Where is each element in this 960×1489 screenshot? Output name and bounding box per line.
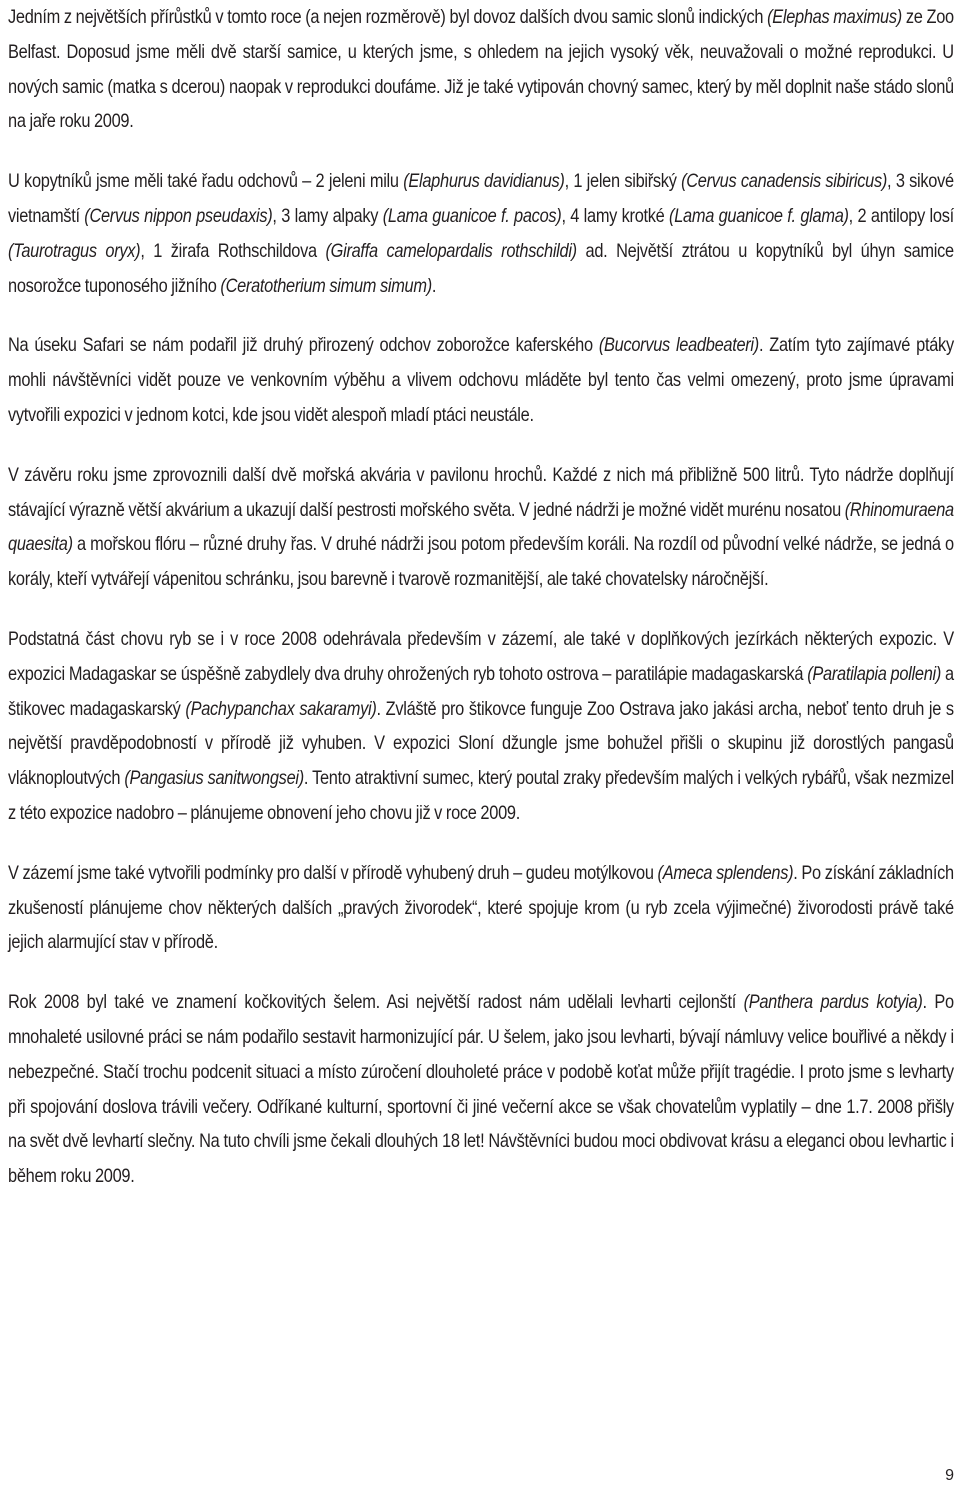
paragraph-gap xyxy=(8,303,954,328)
latin-name: (Ameca splendens) xyxy=(657,861,794,884)
latin-name: (Lama guanicoe f. glama) xyxy=(669,204,849,227)
text-run: V zázemí jsme také vytvořili podmínky pro další v přírodě vyhubený druh – gudeu motýlkovou xyxy=(8,861,658,884)
text-run: Na úseku Safari se nám podařil již druhý přirozený odchov zoborožce kaferského xyxy=(8,334,599,357)
text-run: . Po získání základních zkušeností plánujeme chov některých dalších „pravých živorodek“, které spojuje krom (u ryb zcela výjimečné) živorodosti právě také jejich alarmující stav v přírodě. xyxy=(8,861,954,954)
text-run: a štikovec madagaskarský xyxy=(8,662,954,720)
paragraph-gap xyxy=(8,139,954,164)
page-number: 9 xyxy=(945,1467,954,1484)
text-run: ad. Největší ztrátou u kopytníků byl úhyn samice nosorožce tuponosého jižního xyxy=(8,239,954,297)
text-run: , 2 antilopy losí xyxy=(848,204,954,227)
text-run: , 4 lamy krotké xyxy=(561,204,670,227)
text-run: , 3 lamy alpaky xyxy=(272,204,383,227)
text-run: U kopytníků jsme měli také řadu odchovů – 2 jeleni milu xyxy=(8,170,404,193)
paragraph-gap xyxy=(8,831,954,856)
latin-name: (Paratilapia polleni) xyxy=(807,662,942,685)
text-run: . Po mnohaleté usilovné práci se nám podařilo sestavit harmonizující pár. U šelem, jako jsou levharti, bývají námluvy velice bouřlivé a někdy i nebezpečné. Stačí trochu podcenit situaci a místo zúročení dlouholeté práce v podobě koťat může přijít tragédie. I proto jsme s levharty při spojování doslova trávili večery. Odříkané kulturní, sportovní či jiné večerní akce se však chovatelům vyplatily – dne 1.7. 2008 přišly na svět dvě levhartí slečny. Na tuto chvíli jsme čekali dlouhých 18 let! Návštěvníci budou moci obdivovat krásu a eleganci obou levhartic i během roku 2009. xyxy=(8,991,954,1188)
text-run: Podstatná část chovu ryb se i v roce 2008 odehrávala především v zázemí, ale také v doplňkových jezírkách některých expozic. V expozici Madagaskar se úspěšně zabydlely dva druhy ohrožených ryb tohoto ostrova – paratilápie madagaskarská xyxy=(8,627,954,685)
text-run: . xyxy=(431,274,437,297)
text-run: . Zatím tyto zajímavé ptáky mohli návštěvníci vidět pouze ve venkovním výběhu a vlivem odchovu mláděte byl tento čas velmi omezený, proto jsme úpravami vytvořili expozici v jednom kotci, kde jsou vidět alespoň mladí ptáci neustále. xyxy=(8,334,954,426)
paragraph-gap xyxy=(8,960,954,985)
document-page xyxy=(8,0,954,1194)
paragraph-fish-breeding xyxy=(8,622,954,831)
latin-name: (Rhinomuraena quaesita) xyxy=(8,498,954,556)
text-run: a mořskou flóru – různé druhy řas. V druhé nádrži jsou potom především koráli. Na rozdíl od původní velké nádrže, se jedná o korály, kteří vytvářejí vápenitou schránku, jsou barevně i tvarově rozmanitější, ale také chovatelsky náročnější. xyxy=(8,533,954,591)
latin-name: (Elaphurus davidianus) xyxy=(403,170,565,193)
paragraph-gap xyxy=(8,433,954,458)
latin-name: (Cervus nippon pseudaxis) xyxy=(84,204,273,227)
text-run: ze Zoo Belfast. Doposud jsme měli dvě starší samice, u kterých jsme, s ohledem na jejich vysoký věk, neuvažovali o možné reprodukci. U nových samic (matka s dcerou) naopak v reprodukci doufáme. Již je také vytipován chovný samec, který by měl doplnit naše stádo slonů na jaře roku 2009. xyxy=(8,6,954,133)
latin-name: (Elephas maximus) xyxy=(767,6,902,28)
latin-name: (Panthera pardus kotyia) xyxy=(743,991,923,1014)
paragraph-safari-hornbills xyxy=(8,328,954,432)
latin-name: (Giraffa camelopardalis rothschildi) xyxy=(325,239,577,262)
latin-name: (Cervus canadensis sibiricus) xyxy=(681,170,888,193)
latin-name: (Taurotragus oryx) xyxy=(8,239,141,262)
paragraph-leopards xyxy=(8,985,954,1194)
latin-name: (Ceratotherium simum simum) xyxy=(220,274,432,297)
paragraph-elephants xyxy=(8,0,954,139)
text-run: . Tento atraktivní sumec, který poutal zraky především malých i velkých rybářů, však nezmizel z této expozice nadobro – plánujeme obnovení jeho chovu již v roce 2009. xyxy=(8,767,954,824)
latin-name: (Bucorvus leadbeateri) xyxy=(598,334,759,357)
text-run: , 1 žirafa Rothschildova xyxy=(140,239,326,262)
text-run: Rok 2008 byl také ve znamení kočkovitých šelem. Asi největší radost nám udělali levharti cejlonští xyxy=(8,991,744,1014)
paragraph-gap xyxy=(8,597,954,622)
text-run: , 1 jelen sibiřský xyxy=(564,170,682,193)
paragraph-ameca xyxy=(8,856,954,960)
text-run: . Zvláště pro štikovce funguje Zoo Ostrava jako jakási archa, neboť tento druh je s největší pravděpodobností v přírodě již vyhuben. V expozici Sloní džungle jsme bohužel přišli o skupinu již dorostlých pangasů vláknoploutvých xyxy=(8,697,954,790)
paragraph-ungulates xyxy=(8,164,954,303)
latin-name: (Pachypanchax sakaramyi) xyxy=(185,697,377,720)
latin-name: (Pangasius sanitwongsei) xyxy=(124,767,304,790)
text-run: Jedním z největších přírůstků v tomto roce (a nejen rozměrově) byl dovoz dalších dvou samic slonů indických xyxy=(8,6,768,28)
paragraph-marine-aquaria xyxy=(8,458,954,597)
text-run: , 3 sikové vietnamští xyxy=(8,170,954,227)
text-run: V závěru roku jsme zprovoznili další dvě mořská akvária v pavilonu hrochů. Každé z nich má přibližně 500 litrů. Tyto nádrže doplňují stávající výrazně větší akvárium a ukazují další pestrosti mořského světa. V jedné nádrži je možné vidět murénu nosatou xyxy=(8,463,954,521)
latin-name: (Lama guanicoe f. pacos) xyxy=(382,204,562,227)
